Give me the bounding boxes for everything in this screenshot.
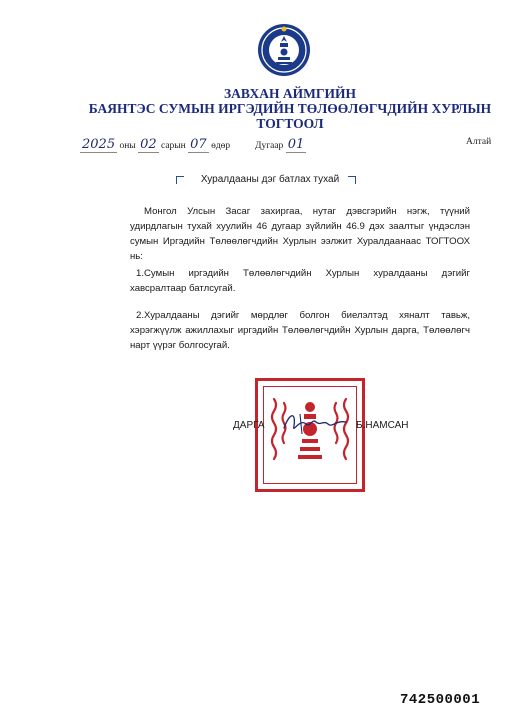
year-suffix: оны — [119, 141, 136, 151]
intro-paragraph: Монгол Улсын Засаг захиргаа, нутаг дэвсгэрийн нэгж, түүний удирдлагын тухай хуулийн 46 дугаар зүйлийн 46.9 дэх заалтыг үндэслэн сумын Иргэдийн Төлөөлөгчдийн Хурлын ээлжит Хуралдаанаас ТОГТООХ нь: — [130, 206, 470, 262]
day-value: 07 — [190, 137, 207, 152]
signatory-title: ДАРГА — [233, 420, 265, 431]
subject-title: Хуралдааны дэг батлах тухай — [200, 174, 340, 185]
resolution-item-2: 2.Хуралдааны дэгийг мөрдлөг болгон биелэлтэд хяналт тавьж, хэрэгжүүлж ажиллахыг иргэдийн Төлөөлөгчдийн Хурлын дарга, Төлөөлөгч нарт үүрэг болгосугай. — [130, 310, 470, 351]
document-type: ТОГТООЛ — [256, 116, 324, 131]
month-suffix: сарын — [160, 141, 186, 151]
month-value: 02 — [140, 137, 157, 152]
place: Алтай — [466, 137, 492, 147]
handwritten-signature-icon — [280, 408, 350, 438]
resolution-item-1: 1.Сумын иргэдийн Төлөөлөгчдийн Хурлын хуралдааны дэгийг хавсралтаар батлсугай. — [130, 268, 470, 294]
year-value: 2025 — [82, 137, 116, 152]
date-line — [80, 137, 230, 152]
document-serial-number: 742500001 — [400, 692, 481, 708]
mongolia-soyombo-emblem-icon — [256, 22, 312, 78]
signatory-name: Б.НАМСАН — [356, 420, 409, 431]
number-line — [255, 137, 306, 152]
subject-bracket-left — [176, 176, 184, 184]
number-value: 01 — [287, 137, 305, 152]
day-suffix: өдөр — [211, 141, 231, 151]
issuer-line-2: БАЯНТЭС СУМЫН ИРГЭДИЙН ТӨЛӨӨЛӨГЧДИЙН ХУРЛЫН — [88, 101, 492, 116]
number-label: Дугаар — [255, 141, 284, 151]
issuer-line-1: ЗАВХАН АЙМГИЙН — [223, 86, 356, 101]
